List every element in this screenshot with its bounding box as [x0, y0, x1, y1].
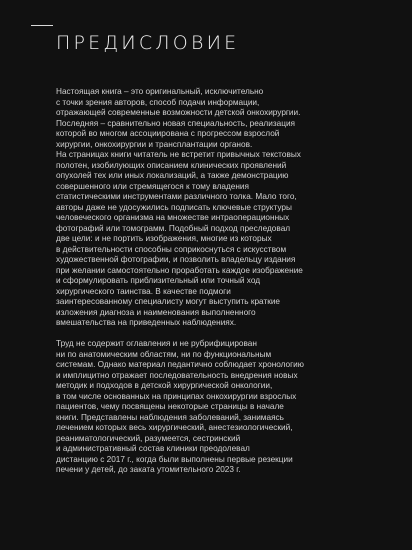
paragraph-1	[56, 87, 392, 329]
text-line: системам. Однако материал педантично соблюдает хронологию	[56, 360, 304, 369]
text-line: в действительности способны соприкоснуться с искусством	[56, 244, 287, 254]
text-line: фотографий или томограмм. Подобный подход преследовал	[56, 223, 291, 233]
text-line: дистанцию с 2017 г., когда были выполнены первые резекции	[56, 454, 293, 464]
paragraph-2	[56, 339, 392, 476]
text-line: На страницах книги читатель не встретит привычных текстовых	[56, 150, 301, 159]
text-line: заинтересованному специалисту могут выступить краткие	[56, 297, 281, 306]
text-line: в том числе основанных на принципах онкохирургии взрослых	[56, 391, 297, 401]
text-line: Настоящая книга – это оригинальный, исключительно	[56, 87, 264, 96]
text-line: хирургии, онкохирургии и трансплантации органов.	[56, 139, 253, 149]
text-line: при желании самостоятельно проработать каждое изображение	[56, 265, 303, 275]
text-line: отражающей современные возможности детской онкохирургии.	[56, 108, 301, 117]
text-line: с точки зрения авторов, способ подачи информации,	[56, 97, 260, 107]
text-line: ни по анатомическим областям, ни по функциональным	[56, 349, 272, 359]
text-line: изложения диагноза и наименования выполненного	[56, 307, 256, 317]
text-line: и имплицитно отражает последовательность внедрения новых	[56, 370, 298, 380]
text-line: опухолей тех или иных локализаций, а также демонстрацию	[56, 171, 289, 180]
text-line: методик и подходов в детской хирургической онкологии,	[56, 381, 273, 390]
heading-accent-line	[31, 25, 53, 26]
text-line: хирургического таинства. В качестве подмоги	[56, 286, 231, 296]
text-line: Последняя – сравнительно новая специальность, реализация	[56, 118, 296, 128]
text-line: статистическими инструментами различного толка. Мало того,	[56, 192, 297, 201]
text-line: человеческого организма на множестве интраоперационных	[56, 213, 290, 222]
text-line: и административный состав клиники преодолевал	[56, 444, 250, 453]
text-line: реаниматологический, разумеется, сестринский	[56, 433, 241, 443]
text-line: Труд не содержит оглавления и не рубрифицирован	[56, 339, 257, 348]
text-line: пациентов, чему посвящены некоторые страницы в начале	[56, 402, 284, 411]
text-line: совершенного или стремящегося к тому владения	[56, 181, 250, 191]
body-text	[56, 87, 392, 476]
text-line: которой во многом ассоциирована с прогрессом взрослой	[56, 129, 280, 138]
text-line: вмешательства на приведенных наблюдениях.	[56, 318, 237, 327]
text-line: лечением которых весь хирургический, анестезиологический,	[56, 423, 293, 432]
text-line: печени у детей, до заката утомительного 2023 г.	[56, 465, 241, 474]
text-line: художественной фотографии, и позволить владельцу издания	[56, 255, 296, 264]
page-heading: ПРЕДИСЛОВИЕ	[56, 32, 240, 54]
text-line: две цели: и не портить изображения, многие из которых	[56, 234, 272, 243]
text-line: книги. Представлены наблюдения заболеваний, занимаясь	[56, 412, 284, 422]
text-line: полотен, изобилующих описанием клинических проявлений	[56, 160, 287, 170]
text-line: авторы даже не удосужились подписать ключевые структуры	[56, 202, 292, 212]
text-line: и сформулировать приблизительный или точный ход	[56, 276, 261, 285]
